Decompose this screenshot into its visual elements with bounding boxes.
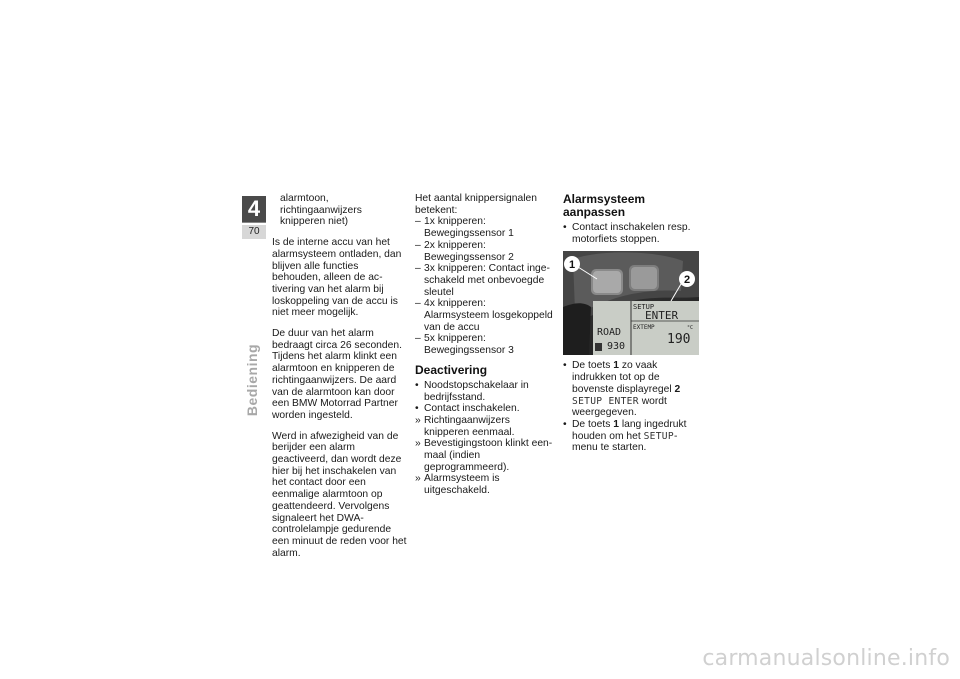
list-item: – 2x knipperen: Bewegingssensor 2: [415, 239, 514, 263]
list-item: – 1x knipperen: Bewegingssensor 1: [415, 216, 514, 240]
lcd-unit: °C: [687, 325, 694, 332]
paragraph-battery: Is de interne accu van het alarmsysteem ontladen, dan blijven alle functies behouden, alleen de activering van het alarm bij loskoppeling van de accu is niet meer mogelijk.: [272, 237, 402, 319]
heading-deactivering: Deactivering: [415, 362, 488, 377]
continued-text: alarmtoon, richtingaanwijzers knipperen niet): [280, 193, 362, 228]
watermark: carmanualsonline.info: [702, 646, 950, 671]
paragraph-absence-alarm: Werd in afwezigheid van de berijder een alarm geactiveerd, dan wordt deze hier bij het inschakelen van het contact door een eenmalige alarmtoon op geattendeerd. Vervolgens signaleert het DWA-controlelampje gedurende een minuut de reden voor het alarm.: [272, 430, 407, 559]
lcd-odo: 930: [607, 341, 626, 353]
list-item: • Contact inschakelen.: [415, 403, 520, 415]
column-2: [415, 193, 553, 503]
lcd-setup: SETUP: [633, 303, 655, 312]
section-label-text: Bediening: [244, 343, 261, 417]
lcd-extemp: EXTEMP: [633, 324, 655, 332]
list-item: – 5x knipperen: Bewegingssensor 3: [415, 333, 514, 357]
list-item: • Noodstopschakelaar in bedrijfsstand.: [415, 379, 529, 403]
photo-illustration: [563, 251, 699, 355]
heading-alarmsysteem-aanpassen: Alarmsysteem aanpassen: [563, 192, 646, 219]
lcd-enter: ENTER: [645, 309, 679, 323]
page-number: 70: [242, 225, 266, 239]
lcd-road: ROAD: [597, 327, 622, 339]
paragraph-alarm-duration: De duur van het alarm bedraagt circa 26 seconden. Tijdens het alarm klinkt een alarmtoon en knipperen de richtingaanwijzers. De aard van de alarmtoon kan door een BMW Motorrad Partner worden ingesteld.: [272, 328, 402, 421]
section-label: [241, 340, 263, 420]
callout-1: 1: [568, 259, 576, 272]
lcd-temp: 190: [667, 332, 691, 348]
column-3: [563, 193, 700, 460]
list-item: – 3x knipperen: Contact ingeschakeld met onbevoegde sleutel: [415, 263, 550, 298]
callout-2: 2: [683, 274, 691, 287]
display-text-setup-enter: SETUP ENTER: [572, 395, 639, 407]
signals-intro: Het aantal knippersignalen betekent:: [415, 193, 537, 216]
signals-list: [415, 216, 553, 356]
chapter-number: 4: [242, 196, 266, 222]
column-1: [272, 193, 407, 568]
setup-step-1: [563, 222, 700, 245]
list-item: • De toets 1 zo vaak indrukken tot op de bovenste displayregel 2 SETUP ENTER wordt weergegeven.: [563, 360, 681, 419]
display-text-setup: SETUP: [643, 430, 674, 442]
list-item: – 4x knipperen: Alarmsysteem losgekoppeld van de accu: [415, 298, 553, 333]
setup-steps: [563, 360, 700, 454]
list-item: • Contact inschakelen resp. motorfiets stoppen.: [563, 222, 691, 245]
deactivation-steps: [415, 380, 553, 497]
handlebar-display-photo: [563, 251, 699, 355]
list-item: • De toets 1 lang ingedrukt houden om het SETUP-menu te starten.: [563, 418, 687, 454]
tab-divider: [242, 222, 266, 223]
list-item: » Alarmsysteem is uitgeschakeld.: [415, 473, 500, 497]
list-item: » Richtingaanwijzers knipperen eenmaal.: [415, 414, 515, 438]
list-item: » Bevestigingstoon klinkt eenmaal (indien geprogrammeerd).: [415, 438, 553, 473]
fuel-icon: [595, 343, 602, 351]
